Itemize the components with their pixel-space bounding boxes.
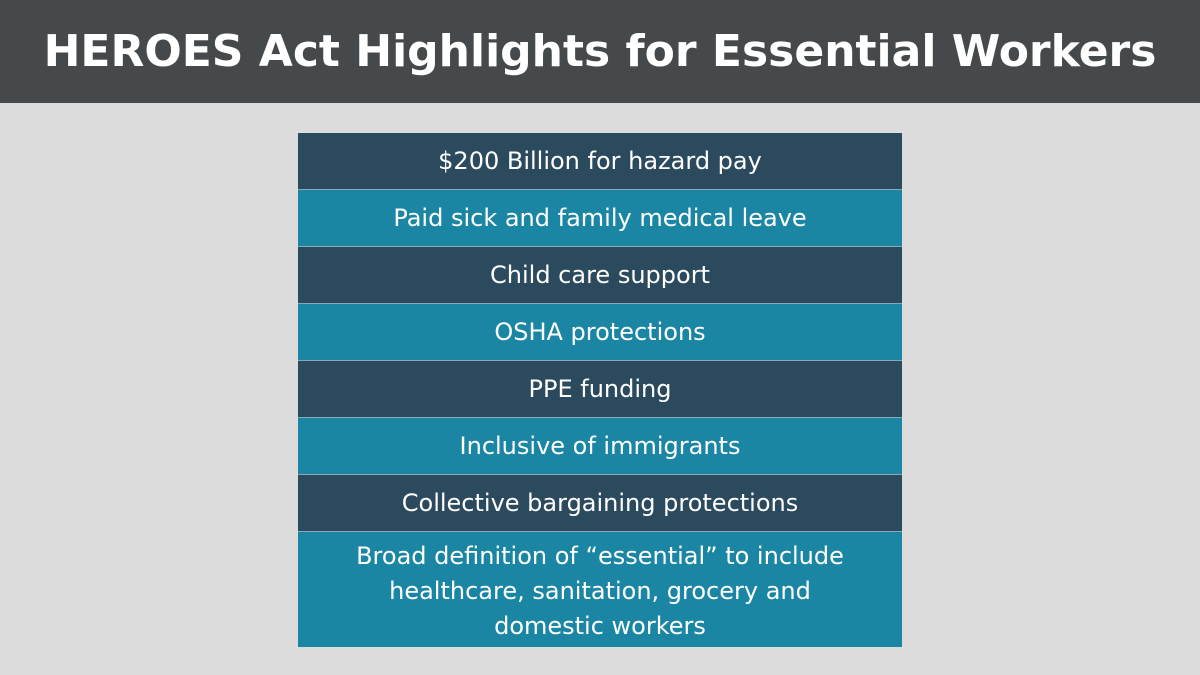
highlight-row-essential-definition: Broad definition of “essential” to include healthcare, sanitation, grocery and domestic workers bbox=[298, 532, 902, 647]
highlight-row-paid-leave: Paid sick and family medical leave bbox=[298, 190, 902, 247]
highlight-row-hazard-pay: $200 Billion for hazard pay bbox=[298, 133, 902, 190]
highlight-row-collective-bargaining: Collective bargaining protections bbox=[298, 475, 902, 532]
header-banner bbox=[0, 0, 1200, 103]
highlight-row-child-care: Child care support bbox=[298, 247, 902, 304]
page-title: HEROES Act Highlights for Essential Workers bbox=[43, 26, 1157, 77]
highlight-row-osha: OSHA protections bbox=[298, 304, 902, 361]
highlight-row-immigrants: Inclusive of immigrants bbox=[298, 418, 902, 475]
highlights-table bbox=[298, 133, 902, 647]
highlight-row-ppe: PPE funding bbox=[298, 361, 902, 418]
